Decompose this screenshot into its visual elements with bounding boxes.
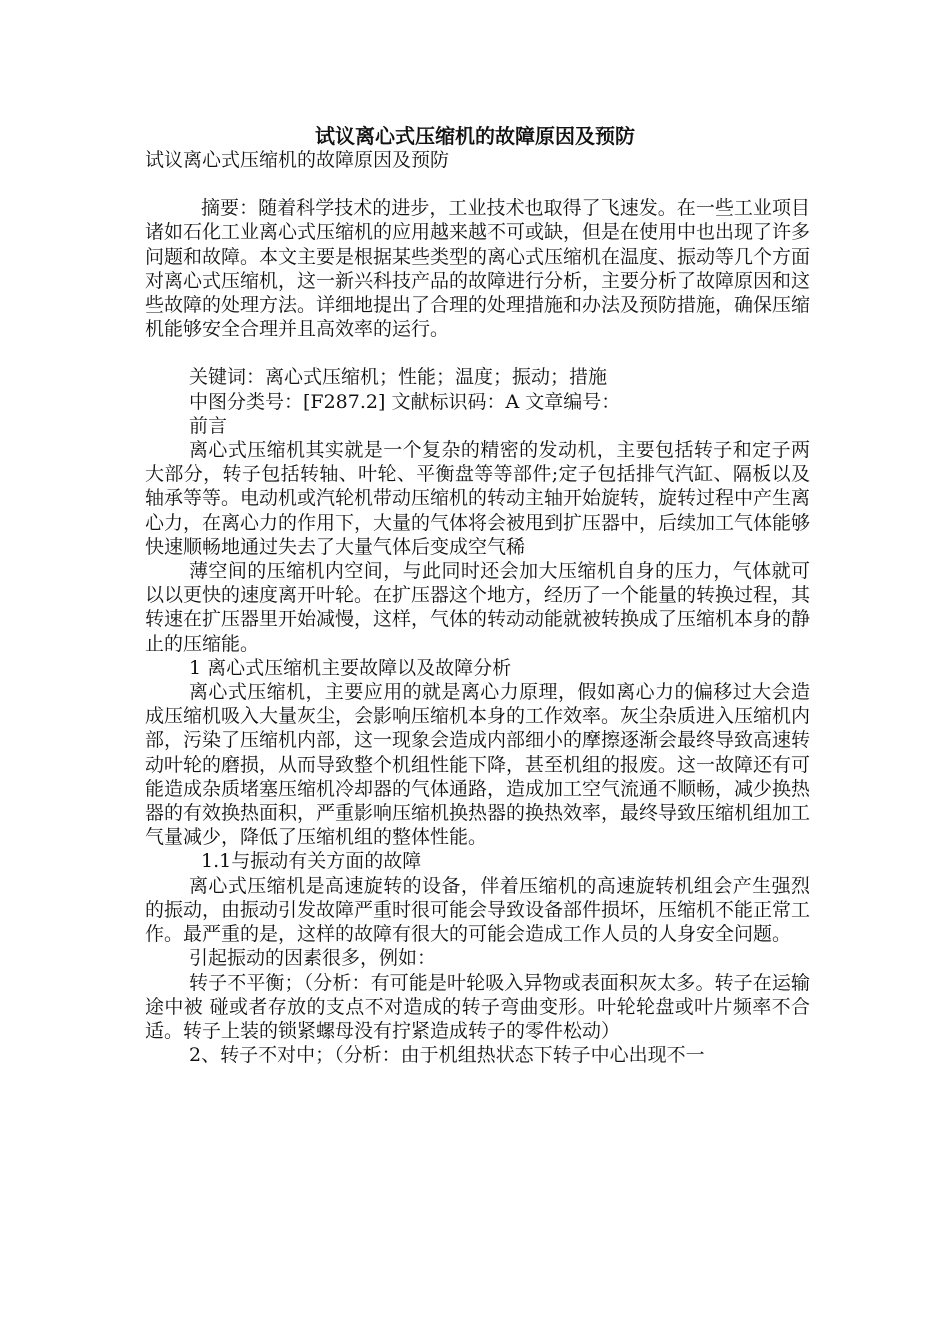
blank-line — [145, 172, 810, 196]
body-paragraph: 转子不平衡；（分析：有可能是叶轮吸入异物或表面积灰太多。转子在运输途中被 碰或者存放的支点不对造成的转子弯曲变形。叶轮轮盘或叶片频率不合适。转子上装的锁紧螺母没有拧紧造成转子的零件松动） — [145, 971, 810, 1042]
body-paragraph: 离心式压缩机其实就是一个复杂的精密的发动机，主要包括转子和定子两大部分，转子包括转轴、叶轮、平衡盘等等部件;定子包括排气汽缸、隔板以及轴承等等。电动机或汽轮机带动压缩机的转动主轴开始旋转，旋转过程中产生离心力，在离心力的作用下，大量的气体将会被甩到扩压器中，后续加工气体能够快速顺畅地通过失去了大量气体后变成空气稀 — [145, 439, 811, 558]
body-paragraph: 引起振动的因素很多，例如： — [189, 947, 437, 970]
document-body — [145, 148, 810, 1067]
abstract-paragraph: 摘要：随着科学技术的进步，工业技术也取得了飞速发。在一些工业项目诸如石化工业离心式压缩机的应用越来越不可或缺，但是在使用中也出现了许多问题和故障。本文主要是根据某些类型的离心式压缩机在温度、振动等几个方面对离心式压缩机，这一新兴科技产品的故障进行分析，主要分析了故障原因和这些故障的处理方法。详细地提出了合理的处理措施和办法及预防措施，确保压缩机能够安全合理并且高效率的运行。 — [145, 197, 811, 341]
classification-line: 中图分类号：[F287.2] 文献标识码：A 文章编号： — [189, 390, 621, 413]
body-paragraph: 薄空间的压缩机内空间，与此同时还会加大压缩机自身的压力，气体就可以以更快的速度离开叶轮。在扩压器这个地方，经历了一个能量的转换过程，其转速在扩压器里开始减慢，这样，气体的转动动能就被转换成了压缩机本身的静止的压缩能。 — [145, 560, 811, 655]
section-heading: 1 离心式压缩机主要故障以及故障分析 — [189, 656, 512, 679]
body-paragraph: 离心式压缩机是高速旋转的设备，伴着压缩机的高速旋转机组会产生强烈的振动，由振动引发故障严重时很可能会导致设备部件损坏，压缩机不能正常工作。最严重的是，这样的故障有很大的可能会造成工作人员的人身安全问题。 — [145, 874, 811, 946]
document-subtitle: 试议离心式压缩机的故障原因及预防 — [145, 149, 450, 171]
blank-line — [145, 341, 810, 365]
subsection-heading: 1.1与振动有关方面的故障 — [201, 850, 422, 873]
preface-heading: 前言 — [189, 414, 228, 437]
keywords-line: 关键词：离心式压缩机；性能；温度；振动；措施 — [189, 366, 608, 389]
document-title: 试议离心式压缩机的故障原因及预防 — [315, 124, 635, 148]
body-paragraph: 离心式压缩机，主要应用的就是离心力原理，假如离心力的偏移过大会造成压缩机吸入大量灰尘，会影响压缩机本身的工作效率。灰尘杂质进入压缩机内部，污染了压缩机内部，这一现象会造成内部细小的摩擦逐渐会最终导致高速转动叶轮的磨损，从而导致整个机组性能下降，甚至机组的报废。这一故障还有可能造成杂质堵塞压缩机冷却器的气体通路，造成加工空气流通不顺畅，减少换热器的有效换热面积，严重影响压缩机换热器的换热效率，最终导致压缩机组加工气量减少，降低了压缩机组的整体性能。 — [145, 681, 811, 849]
body-paragraph: 2、转子不对中；（分析：由于机组热状态下转子中心出现不一 — [189, 1044, 705, 1067]
